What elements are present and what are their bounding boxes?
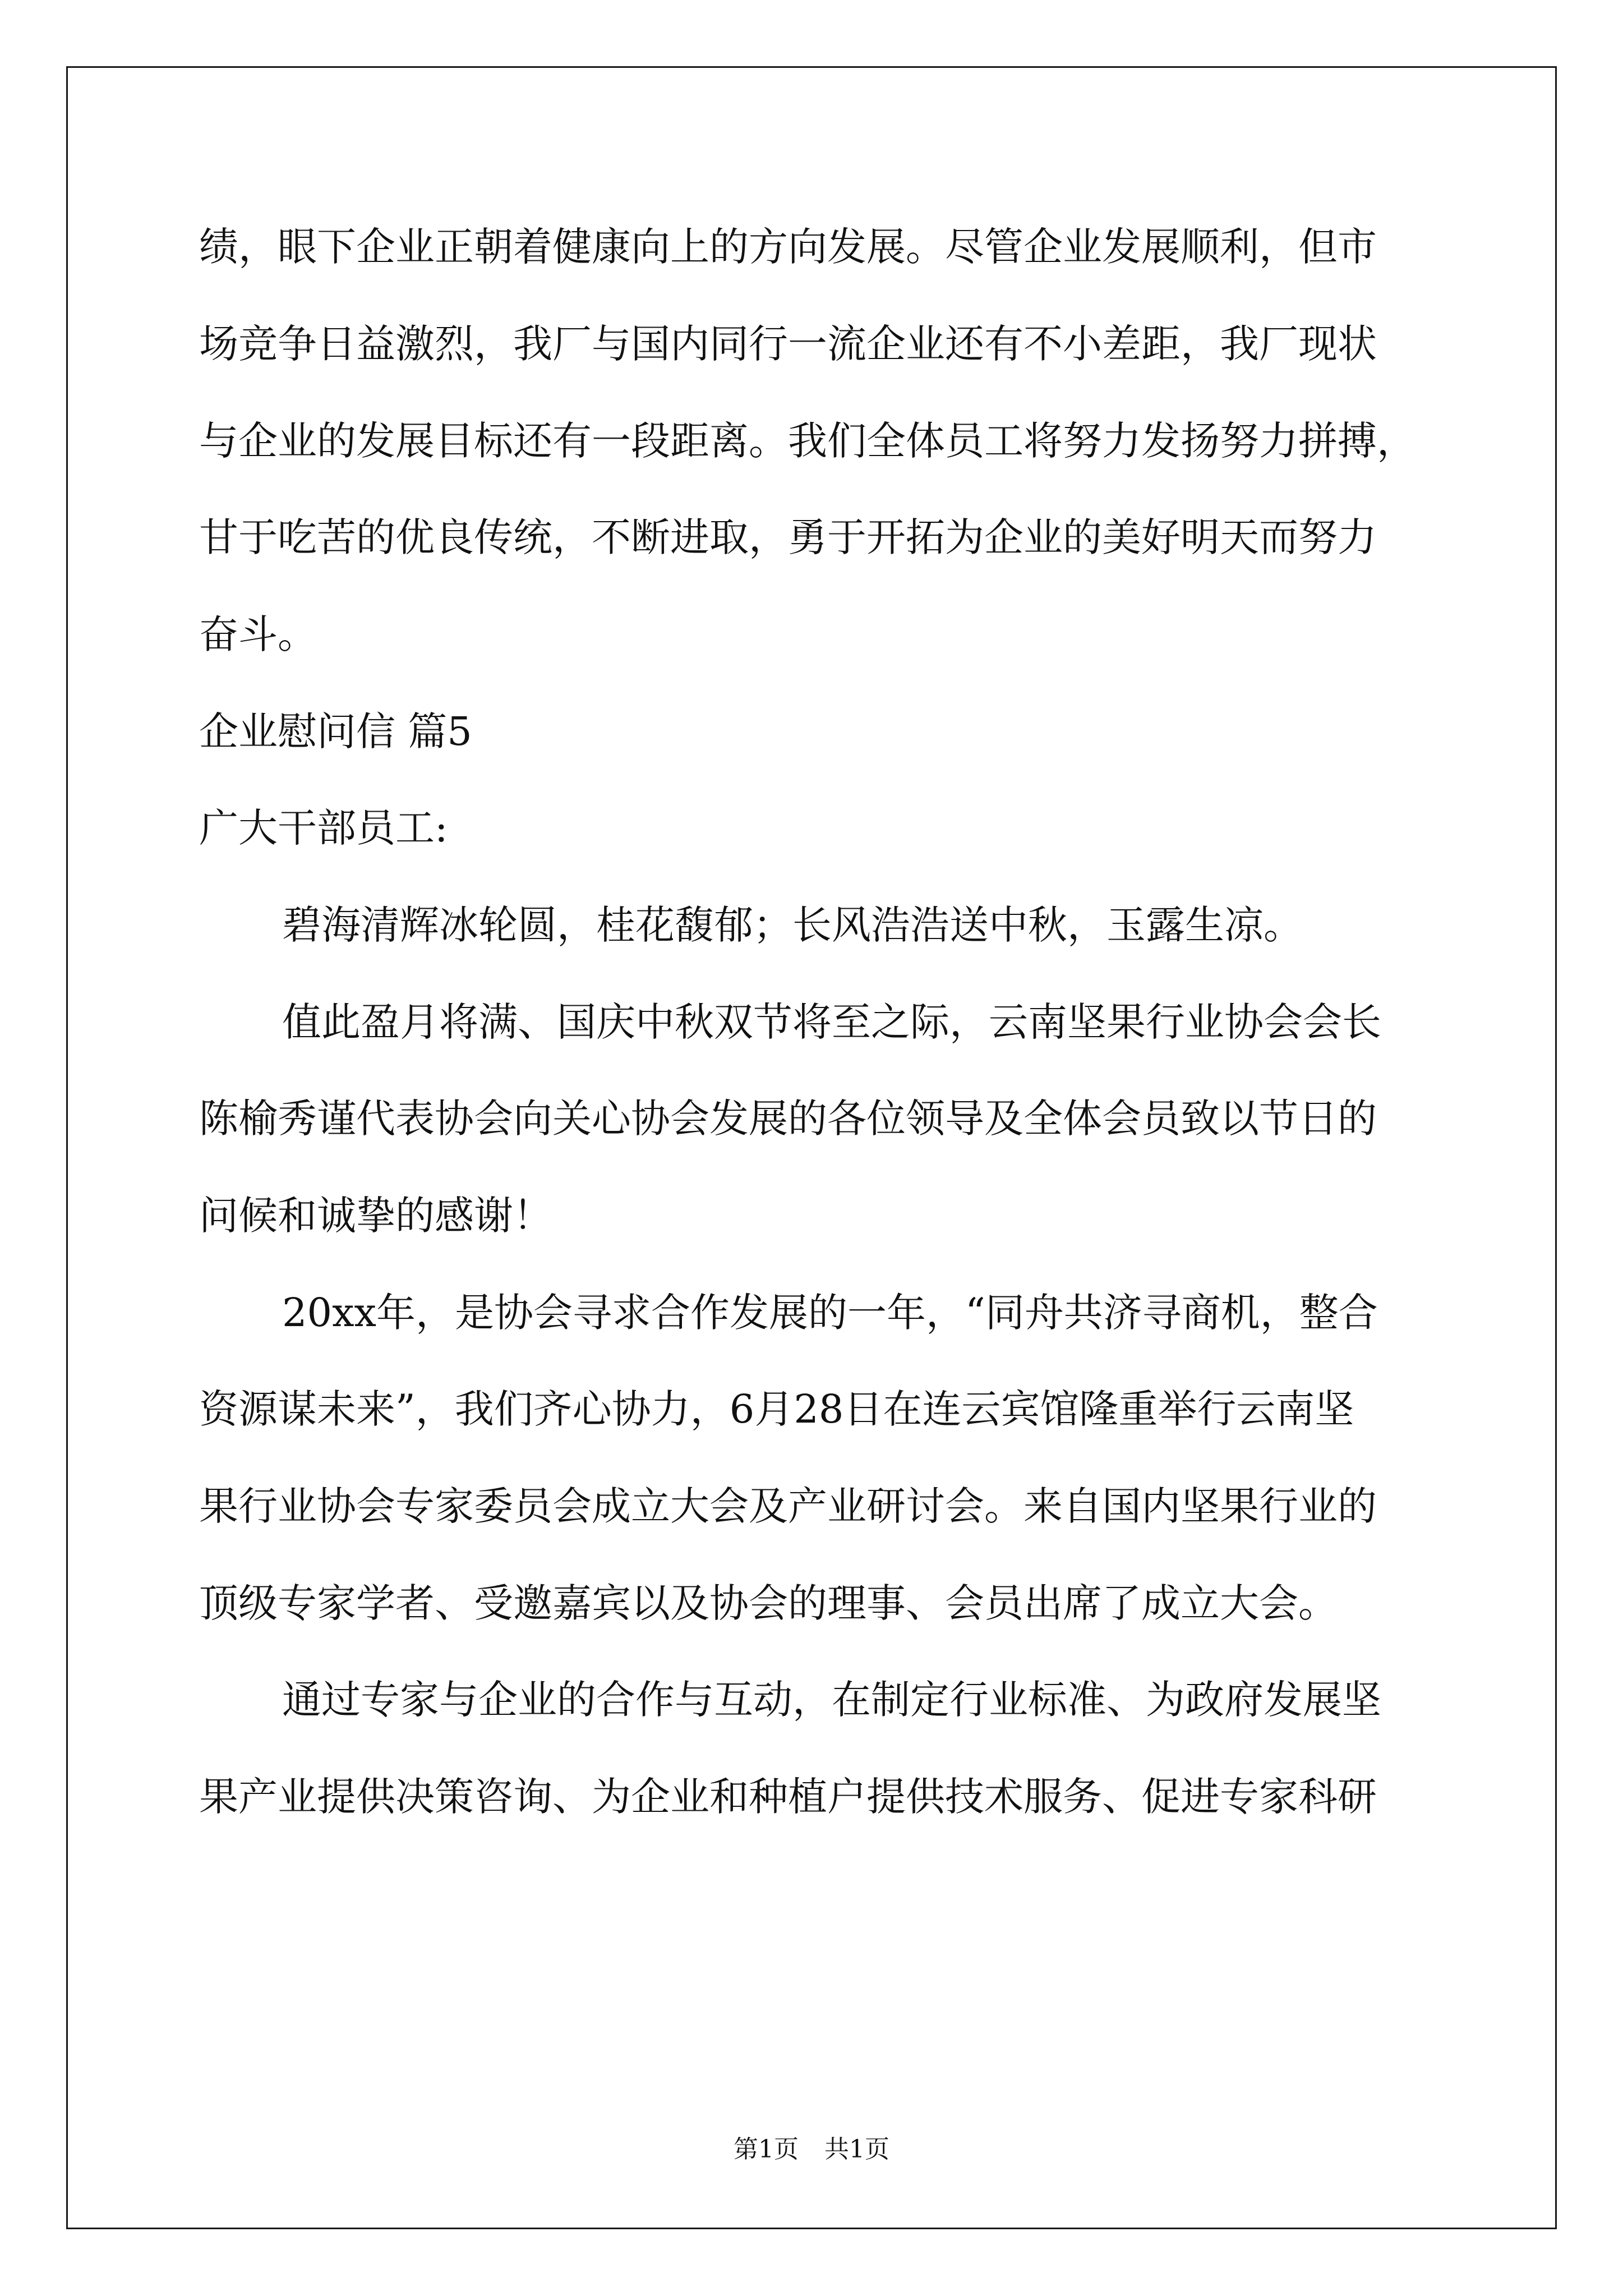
body-line: 陈榆秀谨代表协会向关心协会发展的各位领导及全体会员致以节日的 [199, 1096, 1377, 1142]
body-line: 奋斗。 [199, 611, 317, 657]
body-line: 与企业的发展目标还有一段距离。我们全体员工将努力发扬努力拼搏， [199, 418, 1416, 464]
salutation: 广大干部员工: [199, 805, 448, 851]
body-line: 顶级专家学者、受邀嘉宾以及协会的理事、会员出席了成立大会。 [199, 1580, 1338, 1626]
page-border [66, 66, 1557, 2229]
body-line: 碧海清辉冰轮圆，桂花馥郁；长风浩浩送中秋，玉露生凉。 [282, 902, 1303, 948]
body-line: 果产业提供决策咨询、为企业和种植户提供技术服务、促进专家科研 [199, 1774, 1377, 1820]
body-line: 果行业协会专家委员会成立大会及产业研讨会。来自国内坚果行业的 [199, 1483, 1377, 1529]
body-line: 绩，眼下企业正朝着健康向上的方向发展。尽管企业发展顺利，但市 [199, 224, 1377, 270]
body-line: 值此盈月将满、国庆中秋双节将至之际，云南坚果行业协会会长 [282, 999, 1381, 1045]
body-line: 场竞争日益激烈，我厂与国内同行一流企业还有不小差距，我厂现状 [199, 321, 1377, 367]
page-total: 共1页 [824, 2135, 889, 2164]
body-line: 甘于吃苦的优良传统，不断进取，勇于开拓为企业的美好明天而努力 [199, 514, 1377, 560]
page-number: 第1页 [734, 2135, 799, 2164]
body-line: 通过专家与企业的合作与互动，在制定行业标准、为政府发展坚 [282, 1677, 1381, 1723]
section-heading: 企业慰问信 篇5 [199, 708, 472, 754]
page-footer [0, 2129, 1623, 2165]
body-line: 问候和诚挚的感谢！ [199, 1193, 552, 1239]
body-line: 20xx年，是协会寻求合作发展的一年，“同舟共济寻商机，整合 [282, 1290, 1378, 1336]
body-line: 资源谋未来”，我们齐心协力，6月28日在连云宾馆隆重举行云南坚 [199, 1386, 1354, 1432]
